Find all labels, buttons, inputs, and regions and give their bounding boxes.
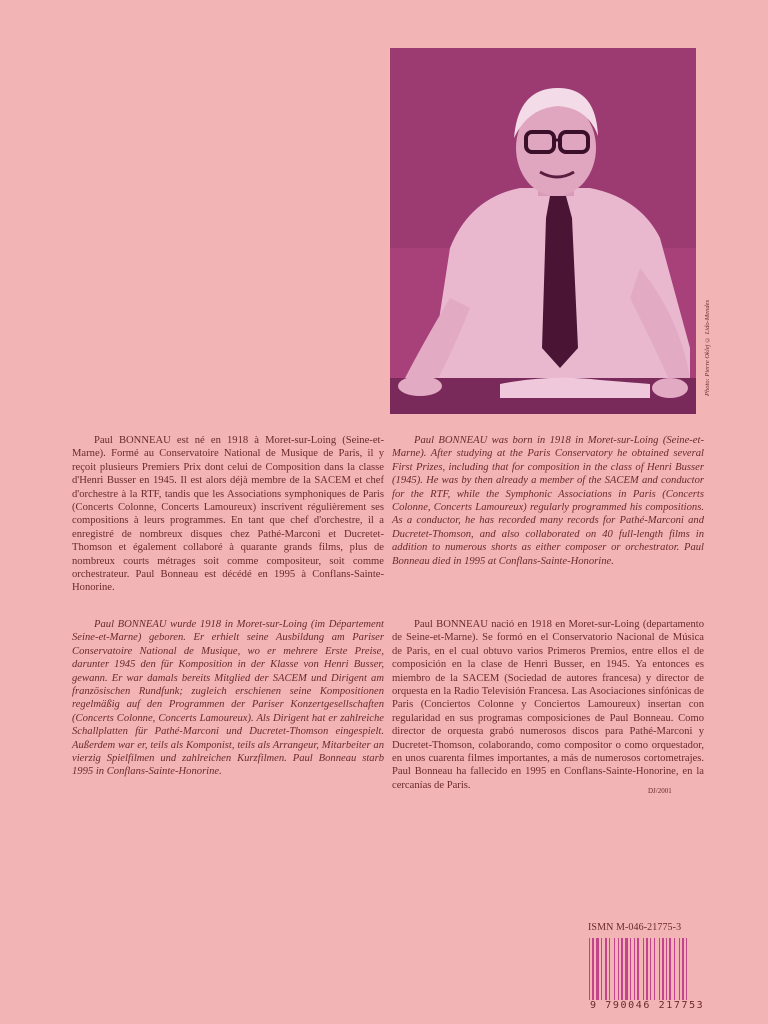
biography-english: Paul BONNEAU was born in 1918 in Moret-sur-Loing (Seine-et-Marne). After studying at the Paris Conservatory he obtained several First Prizes, including that for composition in the class of Henri Busser (1945). He was by then already a member of the SACEM and conductor for the RTF, while the Symphonic Associations in Paris (Concerts Colonne, Concerts Lamoureux) regularly programmed his compositions. As a conductor, he has recorded many records for Pathé-Marconi and Ducretet-Thomson, and also collaborated on 40 full-length films in addition to numerous shorts as either composer or orchestrator. Paul Bonneau died in 1995 at Conflans-Sainte-Honorine. bbox=[392, 435, 704, 567]
biography-spanish: Paul BONNEAU nació en 1918 en Moret-sur-Loing (departamento de Seine-et-Marne). Se formó en el Conservatorio Nacional de Música de Paris, en el cual obtuvo varios Primeros Premios, entre ellos el de composición en la clase de Henri Busser, en 1945. Ya entonces es miembro de la SACEM (Sociedad de autores francesa) y director de orquesta en la Radio Televisión Francesa. Las Asociaciones sinfónicas de Paris (Conciertos Colonne y Conciertos Lamoureux) insertan con regularidad en sus programas composiciones de Paul Bonneau. Como director de orquesta grabó numerosos discos para Pathé-Marconi y Ducretet-Thomson, colaborando, como compositor o como orquestador, en unos cuarenta filmes importantes, a más de numerosos cortometrajes. Paul Bonneau ha fallecido en 1995 en Conflans-Sainte-Honorine, en la cercanías de Paris. bbox=[392, 619, 704, 791]
portrait-illustration bbox=[390, 48, 696, 414]
biography-french: Paul BONNEAU est né en 1918 à Moret-sur-Loing (Seine-et-Marne). Formé au Conservatoire National de Musique de Paris, il y reçoit plusieurs Premiers Prix dont celui de Composition dans la classe d'Henri Busser en 1945. Il est alors déjà membre de la SACEM et chef d'orchestre à la RTF, tandis que les Associations symphoniques de Paris (Concerts Colonne, Concerts Lamoureux) inscrivent régulièrement ses compositions à leurs programmes. En tant que chef d'orchestre, il a enregistré de nombreux disques chez Pathé-Marconi et Ducretet-Thomson et également collaboré à quarante grands films, plus de nombreux courts métrages soit comme compositeur, soit comme orchestrateur. Paul Bonneau est décédé en 1995 à Conflans-Sainte-Honorine. bbox=[72, 435, 384, 594]
biography-german: Paul BONNEAU wurde 1918 in Moret-sur-Loing (im Département Seine-et-Marne) geboren. Er erhielt seine Ausbildung am Pariser Conservatoire National de Musique, wo er mehrere Erste Preise, darunter 1945 den für Komposition in der Klasse von Henri Busser, gewann. Er war damals bereits Mitglied der SACEM und Dirigent am französischen Rundfunk; zugleich erschienen seine Kompositionen regelmäßig auf den Programmen der Pariser Konzertgesellschaften (Concerts Colonne, Concerts Lamoureux). Als Dirigent hat er zahlreiche Schallplatten für Pathé-Marconi und Ducretet-Thomson eingespielt. Außerdem war er, teils als Komponist, teils als Arrangeur, Mitarbeiter an vierzig Spielfilmen und zahlreichen Kurzfilmen. Paul Bonneau starb 1995 in Conflans-Sainte-Honorine. bbox=[72, 619, 384, 778]
barcode bbox=[588, 938, 706, 1002]
barcode-digits: 9 790046 217753 bbox=[590, 1000, 705, 1011]
ismn-number: ISMN M-046-21775-3 bbox=[588, 922, 682, 933]
portrait-photo bbox=[390, 48, 696, 414]
publisher-code: DJ/2001 bbox=[648, 787, 672, 795]
photo-credit: Photo: Pierre Oklej © Lido-Mendes bbox=[704, 300, 711, 396]
